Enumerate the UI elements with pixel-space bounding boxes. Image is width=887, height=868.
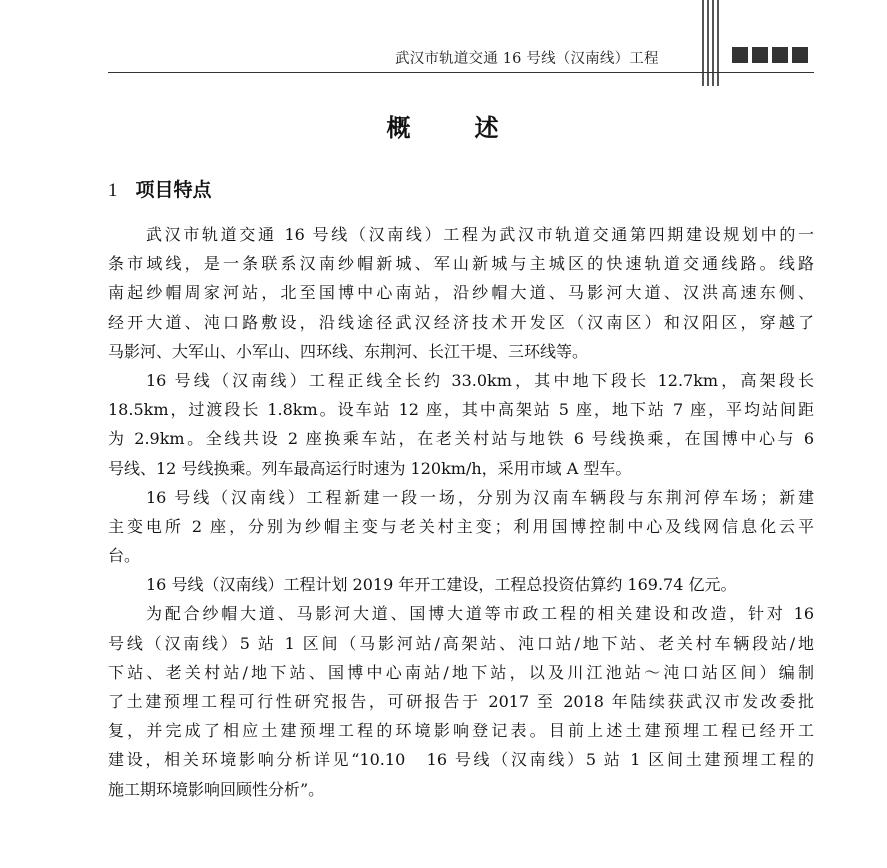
text-line: 复，并完成了相应土建预埋工程的环境影响登记表。目前上述土建预埋工程已经开工 <box>108 721 814 741</box>
text-line: 马影河、大军山、小军山、四环线、东荆河、长江干堤、三环线等。 <box>108 341 589 361</box>
paragraph <box>108 366 814 483</box>
section-heading <box>108 175 212 202</box>
running-header-title: 武汉市轨道交通 16 号线（汉南线）工程 <box>395 51 659 67</box>
section-title: 项目特点 <box>135 179 212 201</box>
text-line: 16 号线（汉南线）工程计划 2019 年开工建设，工程总投资估算约 169.74 亿元。 <box>146 575 737 595</box>
page-title-char-2: 述 <box>474 114 501 142</box>
body-text <box>108 220 814 804</box>
text-line: 为配合纱帽大道、马影河大道、国博大道等市政工程的相关建设和改造，针对 16 <box>146 604 814 624</box>
text-line: 下站、老关村站/地下站、国博中心南站/地下站，以及川江池站～沌口站区间）编制 <box>108 662 814 682</box>
paragraph <box>108 570 814 599</box>
page-title-char-1: 概 <box>386 114 413 142</box>
text-line: 经开大道、沌口路敷设，沿线途径武汉经济技术开发区（汉南区）和汉阳区，穿越了 <box>108 312 814 332</box>
text-line: 18.5km，过渡段长 1.8km。设车站 12 座，其中高架站 5 座，地下站 7 座，平均站间距 <box>108 400 814 420</box>
paragraph <box>108 220 814 366</box>
text-line: 建设，相关环境影响分析详见“10.10 16 号线（汉南线）5 站 1 区间土建预埋工程的 <box>108 750 814 770</box>
paragraph <box>108 599 814 803</box>
text-line: 南起纱帽周家河站，北至国博中心南站，沿纱帽大道、马影河大道、汉洪高速东侧、 <box>108 283 814 303</box>
page-title <box>0 108 887 143</box>
header-squares-decoration <box>732 47 812 65</box>
text-line: 16 号线（汉南线）工程正线全长约 33.0km，其中地下段长 12.7km，高架段长 <box>146 370 814 390</box>
text-line: 台。 <box>108 546 141 566</box>
text-line: 为 2.9km。全线共设 2 座换乘车站，在老关村站与地铁 6 号线换乘，在国博中心与 6 <box>108 429 814 449</box>
text-line: 武汉市轨道交通 16 号线（汉南线）工程为武汉市轨道交通第四期建设规划中的一 <box>146 225 814 244</box>
text-line: 主变电所 2 座，分别为纱帽主变与老关村主变；利用国博控制中心及线网信息化云平 <box>108 516 814 536</box>
text-line: 了土建预埋工程可行性研究报告，可研报告于 2017 至 2018 年陆续获武汉市发改委批 <box>108 692 814 711</box>
section-number: 1 <box>108 180 118 201</box>
text-line: 16 号线（汉南线）工程新建一段一场，分别为汉南车辆段与东荆河停车场；新建 <box>146 487 814 507</box>
text-line: 号线、12 号线换乘。列车最高运行时速为 120km/h，采用市域 A 型车。 <box>108 458 632 478</box>
text-line: 号线（汉南线）5 站 1 区间（马影河站/高架站、沌口站/地下站、老关村车辆段站/地 <box>108 633 814 653</box>
paragraph <box>108 483 814 571</box>
text-line: 施工期环境影响回顾性分析”。 <box>108 779 325 799</box>
text-line: 条市域线，是一条联系汉南纱帽新城、军山新城与主城区的快速轨道交通线路。线路 <box>108 254 814 274</box>
header-rule <box>108 72 814 73</box>
